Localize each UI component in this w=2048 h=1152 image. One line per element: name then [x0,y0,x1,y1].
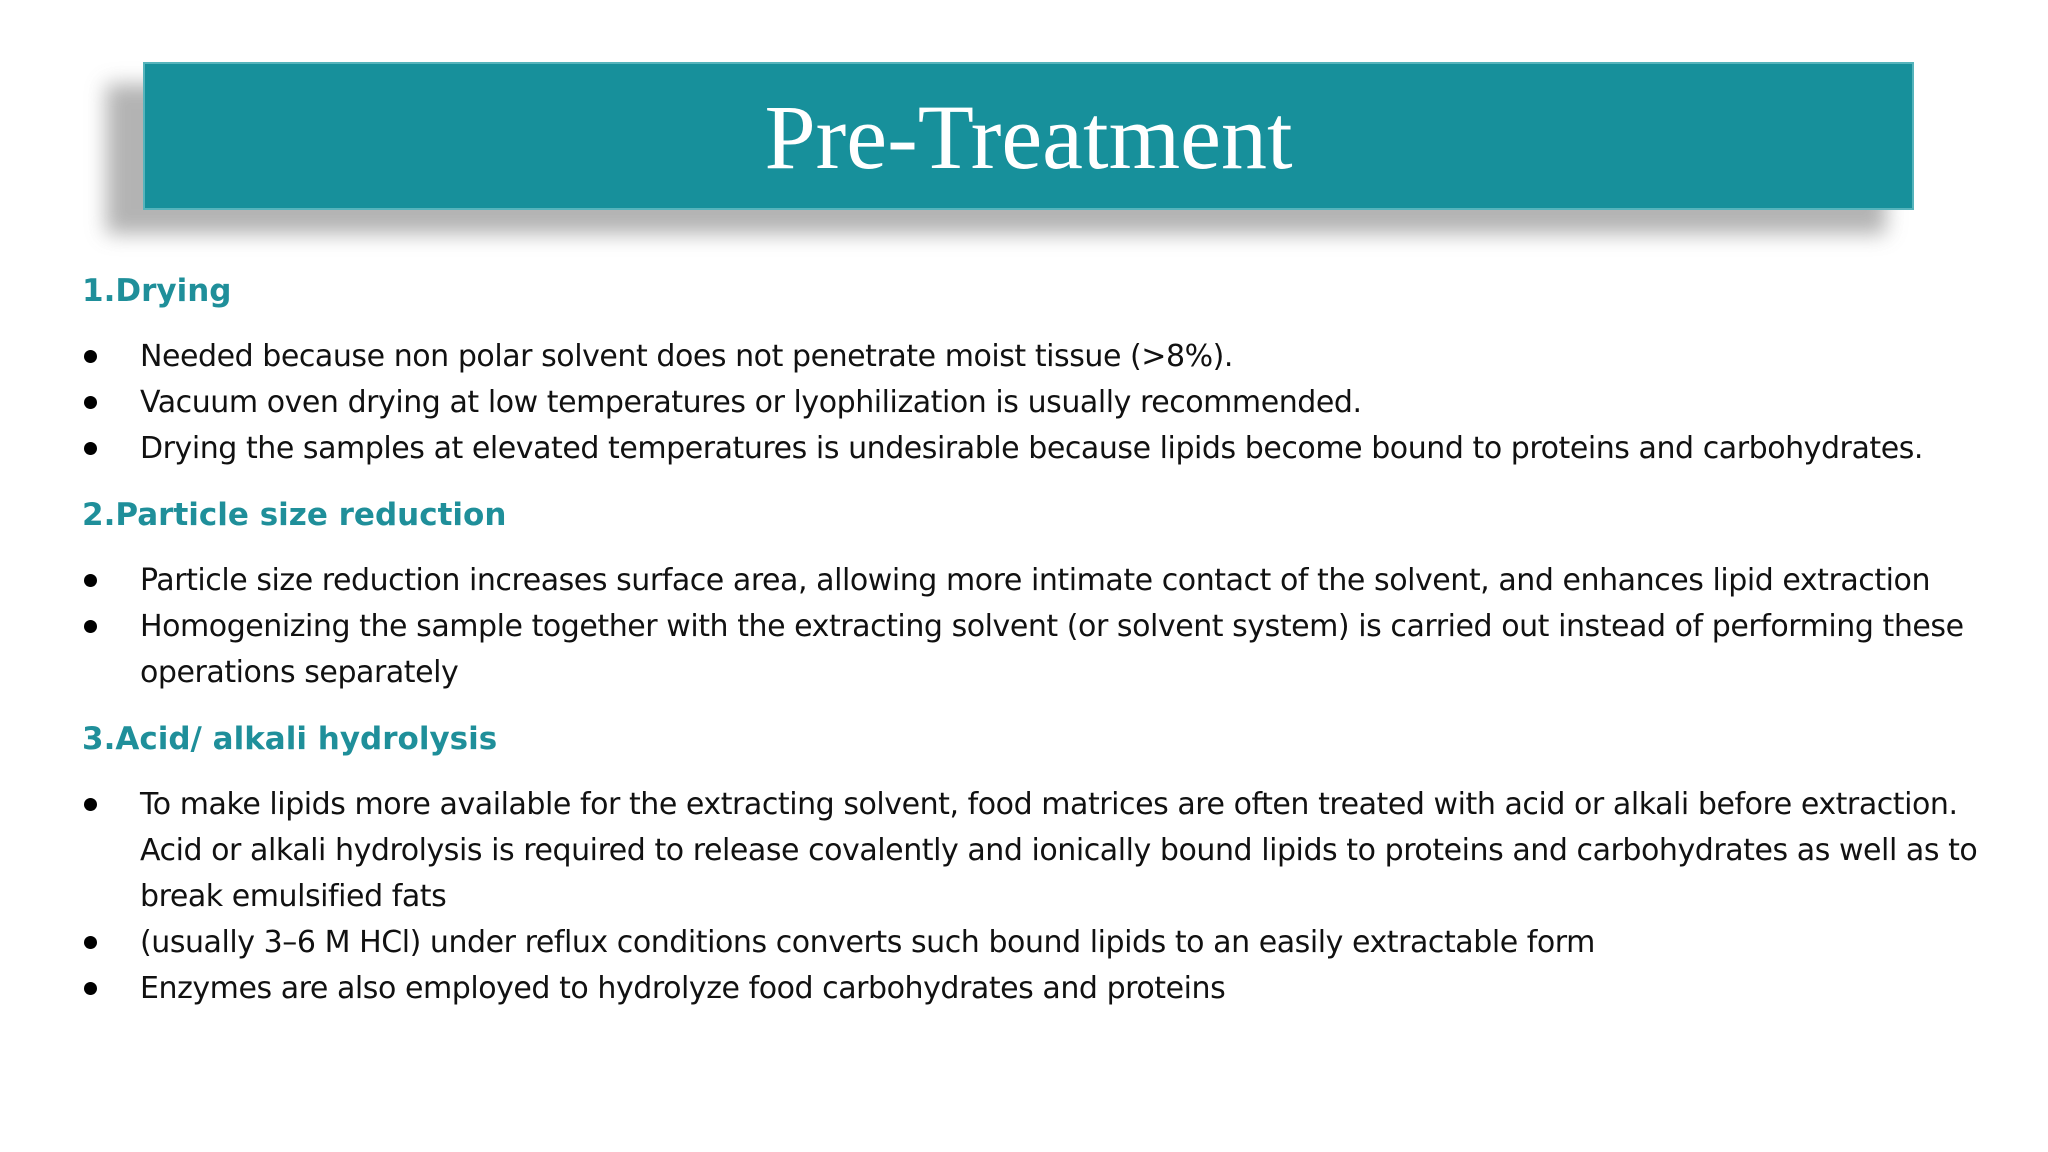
bullet-dot-icon [84,798,97,811]
bullet-item [82,966,2002,1012]
slide-title: Pre-Treatment [764,86,1293,188]
bullet-text: Particle size reduction increases surface area, allowing more intimate contact of the solvent, and enhances lipid extraction [140,563,1931,598]
bullet-item [82,334,2002,380]
bullet-dot-icon [84,396,97,409]
slide-content [82,268,2002,1032]
bullet-list [82,782,2002,1012]
bullet-list [82,334,2002,472]
bullet-item [82,920,2002,966]
bullet-item [82,426,2002,472]
bullet-item [82,782,2002,920]
bullet-text: Enzymes are also employed to hydrolyze food carbohydrates and proteins [140,971,1226,1006]
bullet-text: (usually 3–6 M HCl) under reflux conditions converts such bound lipids to an easily extractable form [140,925,1595,960]
bullet-dot-icon [84,350,97,363]
section-heading: 2.Particle size reduction [82,497,507,533]
bullet-dot-icon [84,982,97,995]
bullet-item [82,558,2002,604]
bullet-list [82,558,2002,696]
bullet-text: Needed because non polar solvent does not penetrate moist tissue (>8%). [140,339,1234,374]
bullet-item [82,380,2002,426]
bullet-dot-icon [84,936,97,949]
bullet-text: Vacuum oven drying at low temperatures or lyophilization is usually recommended. [140,385,1362,420]
bullet-text: Drying the samples at elevated temperatures is undesirable because lipids become bound to proteins and carbohydrates. [140,431,1923,466]
section-heading: 1.Drying [82,273,232,309]
title-bar [143,62,1914,210]
bullet-dot-icon [84,442,97,455]
bullet-dot-icon [84,574,97,587]
bullet-text: To make lipids more available for the extracting solvent, food matrices are often treated with acid or alkali before extraction. Acid or alkali hydrolysis is required to release covalently and ionically bound lipids to proteins and carbohydrates as well as to break emulsified fats [140,787,1978,914]
bullet-item [82,604,2002,696]
section-heading: 3.Acid/ alkali hydrolysis [82,721,498,757]
bullet-dot-icon [84,620,97,633]
section-drying [82,268,2002,472]
section-particle-size [82,492,2002,696]
section-hydrolysis [82,716,2002,1012]
bullet-text: Homogenizing the sample together with the extracting solvent (or solvent system) is carried out instead of performing these operations separately [140,609,1964,690]
